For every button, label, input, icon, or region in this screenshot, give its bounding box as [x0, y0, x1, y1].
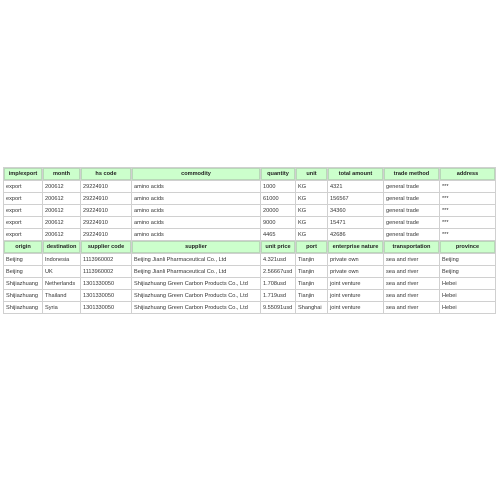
column-header: imp/export: [4, 168, 42, 180]
table-row: [4, 193, 495, 204]
table-cell: Tianjin: [296, 254, 327, 265]
table-cell: 29224910: [81, 217, 131, 228]
column-header: commodity: [132, 168, 260, 180]
column-header: total amount: [328, 168, 383, 180]
table-cell: Thailand: [43, 290, 80, 301]
table-cell: 1.719usd: [261, 290, 295, 301]
table-cell: Beijing: [440, 254, 495, 265]
table-cell: Tianjin: [296, 266, 327, 277]
column-header: month: [43, 168, 80, 180]
table-cell: general trade: [384, 229, 439, 240]
table-cell: 29224910: [81, 205, 131, 216]
table-cell: 1113960002: [81, 254, 131, 265]
table-cell: 4.321usd: [261, 254, 295, 265]
column-header: port: [296, 241, 327, 253]
header-row-top: [4, 168, 495, 180]
table-cell: Hebei: [440, 302, 495, 313]
table-cell: 1301330050: [81, 302, 131, 313]
table-row: [4, 205, 495, 216]
table-row: [4, 217, 495, 228]
column-header: transportation: [384, 241, 439, 253]
column-header: address: [440, 168, 495, 180]
table-cell: export: [4, 181, 42, 192]
table-cell: general trade: [384, 193, 439, 204]
table-row: [4, 266, 495, 277]
table-row: [4, 181, 495, 192]
table-cell: export: [4, 229, 42, 240]
column-header: origin: [4, 241, 42, 253]
table-cell: 1301330050: [81, 290, 131, 301]
table-cell: Netherlands: [43, 278, 80, 289]
table-cell: ***: [440, 205, 495, 216]
table-cell: Syria: [43, 302, 80, 313]
table-cell: joint venture: [328, 302, 383, 313]
column-header: destination: [43, 241, 80, 253]
table-cell: export: [4, 193, 42, 204]
table-cell: joint venture: [328, 290, 383, 301]
table-cell: Shijiazhuang Green Carbon Products Co., Ltd: [132, 278, 260, 289]
table-cell: amino acids: [132, 229, 260, 240]
table-row: [4, 278, 495, 289]
table-cell: KG: [296, 229, 327, 240]
column-header: province: [440, 241, 495, 253]
table-cell: UK: [43, 266, 80, 277]
table-cell: 9000: [261, 217, 295, 228]
table-cell: Hebei: [440, 278, 495, 289]
table-cell: general trade: [384, 217, 439, 228]
table-cell: Shijiazhuang: [4, 290, 42, 301]
table-cell: sea and river: [384, 266, 439, 277]
table-cell: 200612: [43, 193, 80, 204]
column-header: supplier: [132, 241, 260, 253]
column-header: quantity: [261, 168, 295, 180]
trade-table-container: [3, 167, 496, 314]
table-cell: 4321: [328, 181, 383, 192]
table-cell: 61000: [261, 193, 295, 204]
table-cell: 200612: [43, 205, 80, 216]
table-cell: 1.708usd: [261, 278, 295, 289]
table-cell: 29224910: [81, 229, 131, 240]
table-cell: 29224910: [81, 181, 131, 192]
trade-data-table: [3, 167, 496, 314]
table-cell: private own: [328, 266, 383, 277]
table-cell: 2.56667usd: [261, 266, 295, 277]
table-cell: amino acids: [132, 181, 260, 192]
column-header: hs code: [81, 168, 131, 180]
table-cell: sea and river: [384, 254, 439, 265]
table-cell: Hebei: [440, 290, 495, 301]
table-cell: 200612: [43, 217, 80, 228]
table-cell: 20000: [261, 205, 295, 216]
table-cell: KG: [296, 193, 327, 204]
table-cell: export: [4, 205, 42, 216]
table-row: [4, 302, 495, 313]
column-header: unit price: [261, 241, 295, 253]
table-cell: 42686: [328, 229, 383, 240]
table-cell: Tianjin: [296, 278, 327, 289]
table-cell: 200612: [43, 229, 80, 240]
table-cell: 1113960002: [81, 266, 131, 277]
table-cell: Beijing: [4, 266, 42, 277]
table-cell: ***: [440, 181, 495, 192]
table-row: [4, 290, 495, 301]
header-row-bottom: [4, 241, 495, 253]
table-cell: amino acids: [132, 217, 260, 228]
table-cell: Shijiazhuang: [4, 302, 42, 313]
table-cell: export: [4, 217, 42, 228]
table-cell: 1301330050: [81, 278, 131, 289]
table-cell: Beijing: [440, 266, 495, 277]
table-row: [4, 254, 495, 265]
table-cell: 200612: [43, 181, 80, 192]
column-header: enterprise nature: [328, 241, 383, 253]
table-cell: 29224910: [81, 193, 131, 204]
table-cell: 15471: [328, 217, 383, 228]
table-cell: 4465: [261, 229, 295, 240]
table-cell: general trade: [384, 205, 439, 216]
table-cell: ***: [440, 229, 495, 240]
table-cell: 1000: [261, 181, 295, 192]
table-cell: amino acids: [132, 193, 260, 204]
table-cell: Shanghai: [296, 302, 327, 313]
table-cell: ***: [440, 217, 495, 228]
table-cell: Shijiazhuang Green Carbon Products Co., Ltd: [132, 290, 260, 301]
table-cell: sea and river: [384, 278, 439, 289]
table-cell: amino acids: [132, 205, 260, 216]
table-cell: Shijiazhuang Green Carbon Products Co., Ltd: [132, 302, 260, 313]
table-cell: KG: [296, 217, 327, 228]
table-cell: Tianjin: [296, 290, 327, 301]
table-row: [4, 229, 495, 240]
table-cell: KG: [296, 181, 327, 192]
column-header: trade method: [384, 168, 439, 180]
table-cell: ***: [440, 193, 495, 204]
table-cell: Indonesia: [43, 254, 80, 265]
table-cell: sea and river: [384, 290, 439, 301]
column-header: supplier code: [81, 241, 131, 253]
table-cell: 9.55091usd: [261, 302, 295, 313]
table-cell: 34360: [328, 205, 383, 216]
table-cell: Beijing: [4, 254, 42, 265]
table-cell: joint venture: [328, 278, 383, 289]
table-cell: Shijiazhuang: [4, 278, 42, 289]
table-cell: 156567: [328, 193, 383, 204]
table-cell: private own: [328, 254, 383, 265]
table-cell: sea and river: [384, 302, 439, 313]
table-cell: Beijing Jianli Pharmaceutical Co., Ltd: [132, 254, 260, 265]
table-cell: Beijing Jianli Pharmaceutical Co., Ltd: [132, 266, 260, 277]
table-cell: KG: [296, 205, 327, 216]
column-header: unit: [296, 168, 327, 180]
table-cell: general trade: [384, 181, 439, 192]
